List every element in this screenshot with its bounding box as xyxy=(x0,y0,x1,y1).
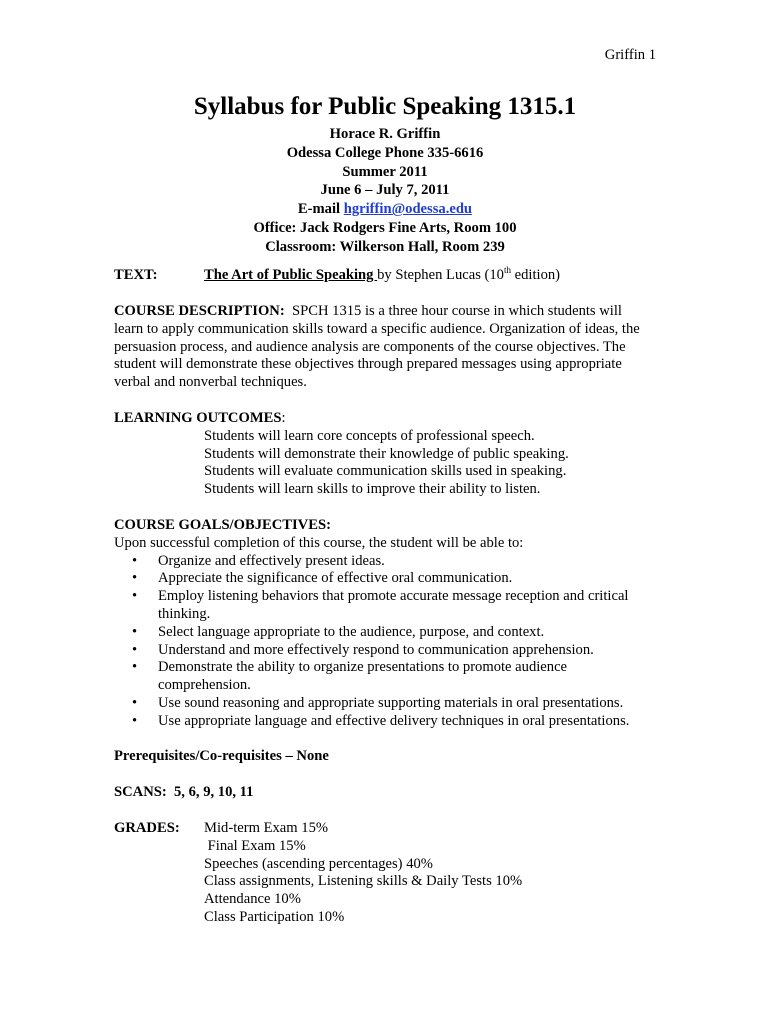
course-goals-intro: Upon successful completion of this course, the student will be able to: xyxy=(114,534,524,551)
list-item xyxy=(132,570,654,588)
prerequisites: Prerequisites/Co-requisites – None xyxy=(114,748,329,764)
bullet-icon: • xyxy=(132,659,138,676)
bullet-icon: • xyxy=(132,694,138,711)
learning-outcomes-label: LEARNING OUTCOMES xyxy=(114,410,282,426)
book-title: The Art of Public Speaking xyxy=(204,267,378,283)
text-section xyxy=(114,267,654,285)
course-dates: June 6 – July 7, 2011 xyxy=(320,182,450,199)
grades-list xyxy=(114,820,654,927)
list-item: Class assignments, Listening skills & Daily Tests 10% xyxy=(204,873,523,890)
edition-superscript: th xyxy=(503,265,511,276)
list-item-text: Demonstrate the ability to organize presentations to promote audience comprehension. xyxy=(158,659,568,694)
term: Summer 2011 xyxy=(342,163,428,180)
list-item-text: Understand and more effectively respond to communication apprehension. xyxy=(158,641,594,658)
book-author: by Stephen Lucas (10 xyxy=(377,267,504,283)
learning-outcomes-list xyxy=(114,428,654,499)
list-item-text: Employ listening behaviors that promote accurate message reception and critical thinking. xyxy=(158,588,629,622)
list-item: Students will learn core concepts of professional speech. xyxy=(204,427,535,444)
list-item-text: Organize and effectively present ideas. xyxy=(158,552,385,569)
list-item-text: Use appropriate language and effective delivery techniques in oral presentations. xyxy=(158,712,630,729)
bullet-icon: • xyxy=(132,588,138,605)
bullet-icon: • xyxy=(132,552,138,569)
list-item: Speeches (ascending percentages) 40% xyxy=(204,855,433,872)
office-location: Office: Jack Rodgers Fine Arts, Room 100 xyxy=(253,219,517,236)
bullet-icon: • xyxy=(132,641,138,658)
list-item: Class Participation 10% xyxy=(204,908,345,925)
email-line xyxy=(0,200,770,219)
course-description-text: SPCH 1315 is a three hour course in which students will learn to apply communication skills toward a specific audience. Organization of ideas, the persuasion process, and audience analysis are components of the course objectives. The student will demonstrate these objectives through prepared messages using appropriate verbal and nonverbal techniques. xyxy=(114,303,644,391)
list-item-text: Select language appropriate to the audience, purpose, and context. xyxy=(158,623,545,640)
list-item: Final Exam 15% xyxy=(204,837,306,854)
scans: SCANS: 5, 6, 9, 10, 11 xyxy=(114,784,254,800)
list-item xyxy=(132,588,654,624)
bullet-icon: • xyxy=(132,570,138,587)
course-info-block xyxy=(0,125,770,257)
list-item-text: Appreciate the significance of effective oral communication. xyxy=(158,570,513,587)
list-item: Students will learn skills to improve their ability to listen. xyxy=(204,481,541,498)
list-item xyxy=(132,623,654,642)
list-item xyxy=(132,659,654,695)
list-item xyxy=(132,552,654,571)
course-description-section xyxy=(114,303,654,392)
text-label: TEXT: xyxy=(114,267,158,283)
learning-outcomes-section xyxy=(114,410,654,499)
email-label: E-mail xyxy=(297,201,344,218)
list-item xyxy=(132,694,654,713)
list-item-text: Use sound reasoning and appropriate supporting materials in oral presentations. xyxy=(158,694,624,711)
phone-number: Odessa College Phone 335-6616 xyxy=(286,144,484,161)
course-goals-label: COURSE GOALS/OBJECTIVES: xyxy=(114,517,331,533)
list-item: Attendance 10% xyxy=(204,891,301,908)
course-goals-list xyxy=(114,553,654,731)
list-item: Students will demonstrate their knowledge of public speaking. xyxy=(204,445,569,462)
instructor-name: Horace R. Griffin xyxy=(329,126,441,142)
list-item: Students will evaluate communication skills used in speaking. xyxy=(204,463,567,480)
classroom-location: Classroom: Wilkerson Hall, Room 239 xyxy=(265,238,505,255)
list-item: Mid-term Exam 15% xyxy=(204,820,329,836)
page-number-header: Griffin 1 xyxy=(604,47,656,63)
email-link[interactable]: hgriffin@odessa.edu xyxy=(343,201,473,218)
list-item xyxy=(132,712,654,731)
bullet-icon: • xyxy=(132,712,138,729)
learning-outcomes-colon: : xyxy=(281,410,286,426)
grades-label: GRADES: xyxy=(114,820,180,836)
course-description-label: COURSE DESCRIPTION: xyxy=(114,303,285,319)
grades-section xyxy=(114,820,654,927)
edition-suffix: edition) xyxy=(511,267,561,283)
bullet-icon: • xyxy=(132,623,138,640)
document-title: Syllabus for Public Speaking 1315.1 xyxy=(193,93,577,120)
course-goals-section xyxy=(114,517,654,731)
list-item xyxy=(132,641,654,660)
